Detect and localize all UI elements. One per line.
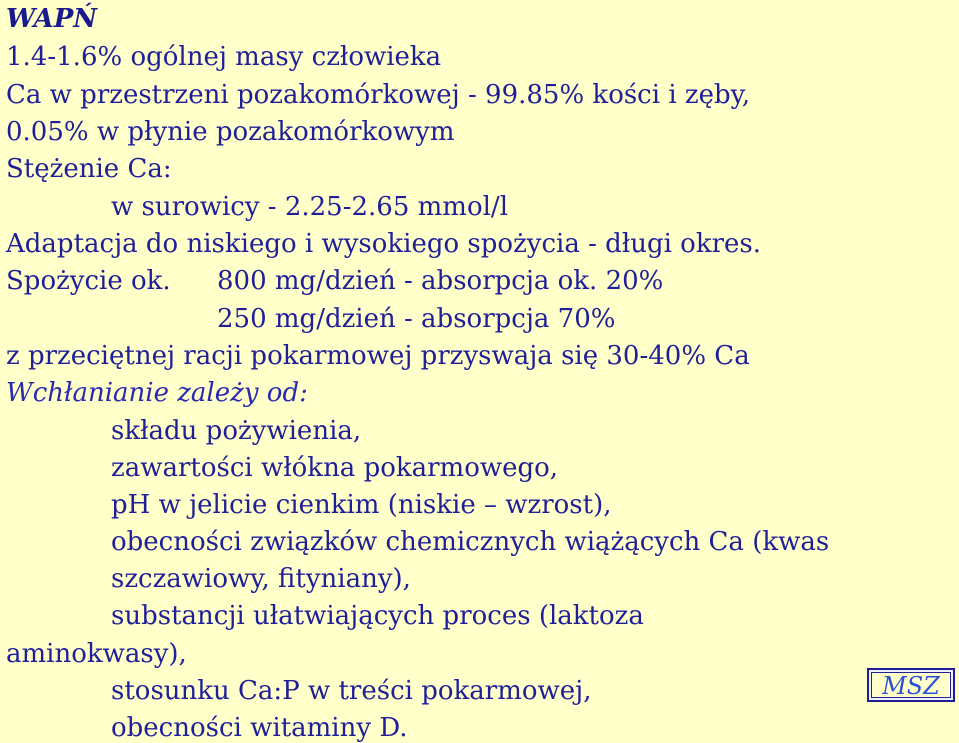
text-line-4: Stężenie Ca:: [6, 154, 172, 184]
text-line-6: Adaptacja do niskiego i wysokiego spożycia - długi okres.: [6, 229, 762, 259]
text-line-18: aminokwasy),: [6, 639, 187, 669]
text-line-17: substancji ułatwiających proces (laktoza: [111, 601, 644, 631]
text-line-15: obecności związków chemicznych wiążących Ca (kwas: [111, 527, 830, 557]
text-line-14: pH w jelicie cienkim (niskie – wzrost),: [111, 490, 612, 520]
text-line-10: z przeciętnej racji pokarmowej przyswaja się 30-40% Ca: [6, 341, 750, 371]
text-line-5: w surowicy - 2.25-2.65 mmol/l: [111, 192, 509, 222]
text-line-20: obecności witaminy D.: [111, 713, 408, 743]
text-line-11: Wchłanianie zależy od:: [6, 378, 308, 408]
text-line-19: stosunku Ca:P w treści pokarmowej,: [111, 676, 592, 706]
text-line-8: 800 mg/dzień - absorpcja ok. 20%: [217, 266, 664, 296]
text-line-12: składu pożywienia,: [111, 416, 362, 446]
text-line-13: zawartości włókna pokarmowego,: [111, 453, 559, 483]
text-line-7: Spożycie ok.: [6, 266, 171, 296]
text-line-1: 1.4-1.6% ogólnej masy człowieka: [6, 42, 442, 72]
msz-button[interactable]: MSZ: [867, 668, 955, 702]
text-line-2: Ca w przestrzeni pozakomórkowej - 99.85% kości i zęby,: [6, 80, 751, 110]
text-line-9: 250 mg/dzień - absorpcja 70%: [217, 304, 616, 334]
page-title: WAPŃ: [6, 4, 98, 34]
text-line-16: szczawiowy, fityniany),: [111, 564, 411, 594]
text-line-3: 0.05% w płynie pozakomórkowym: [6, 117, 455, 147]
